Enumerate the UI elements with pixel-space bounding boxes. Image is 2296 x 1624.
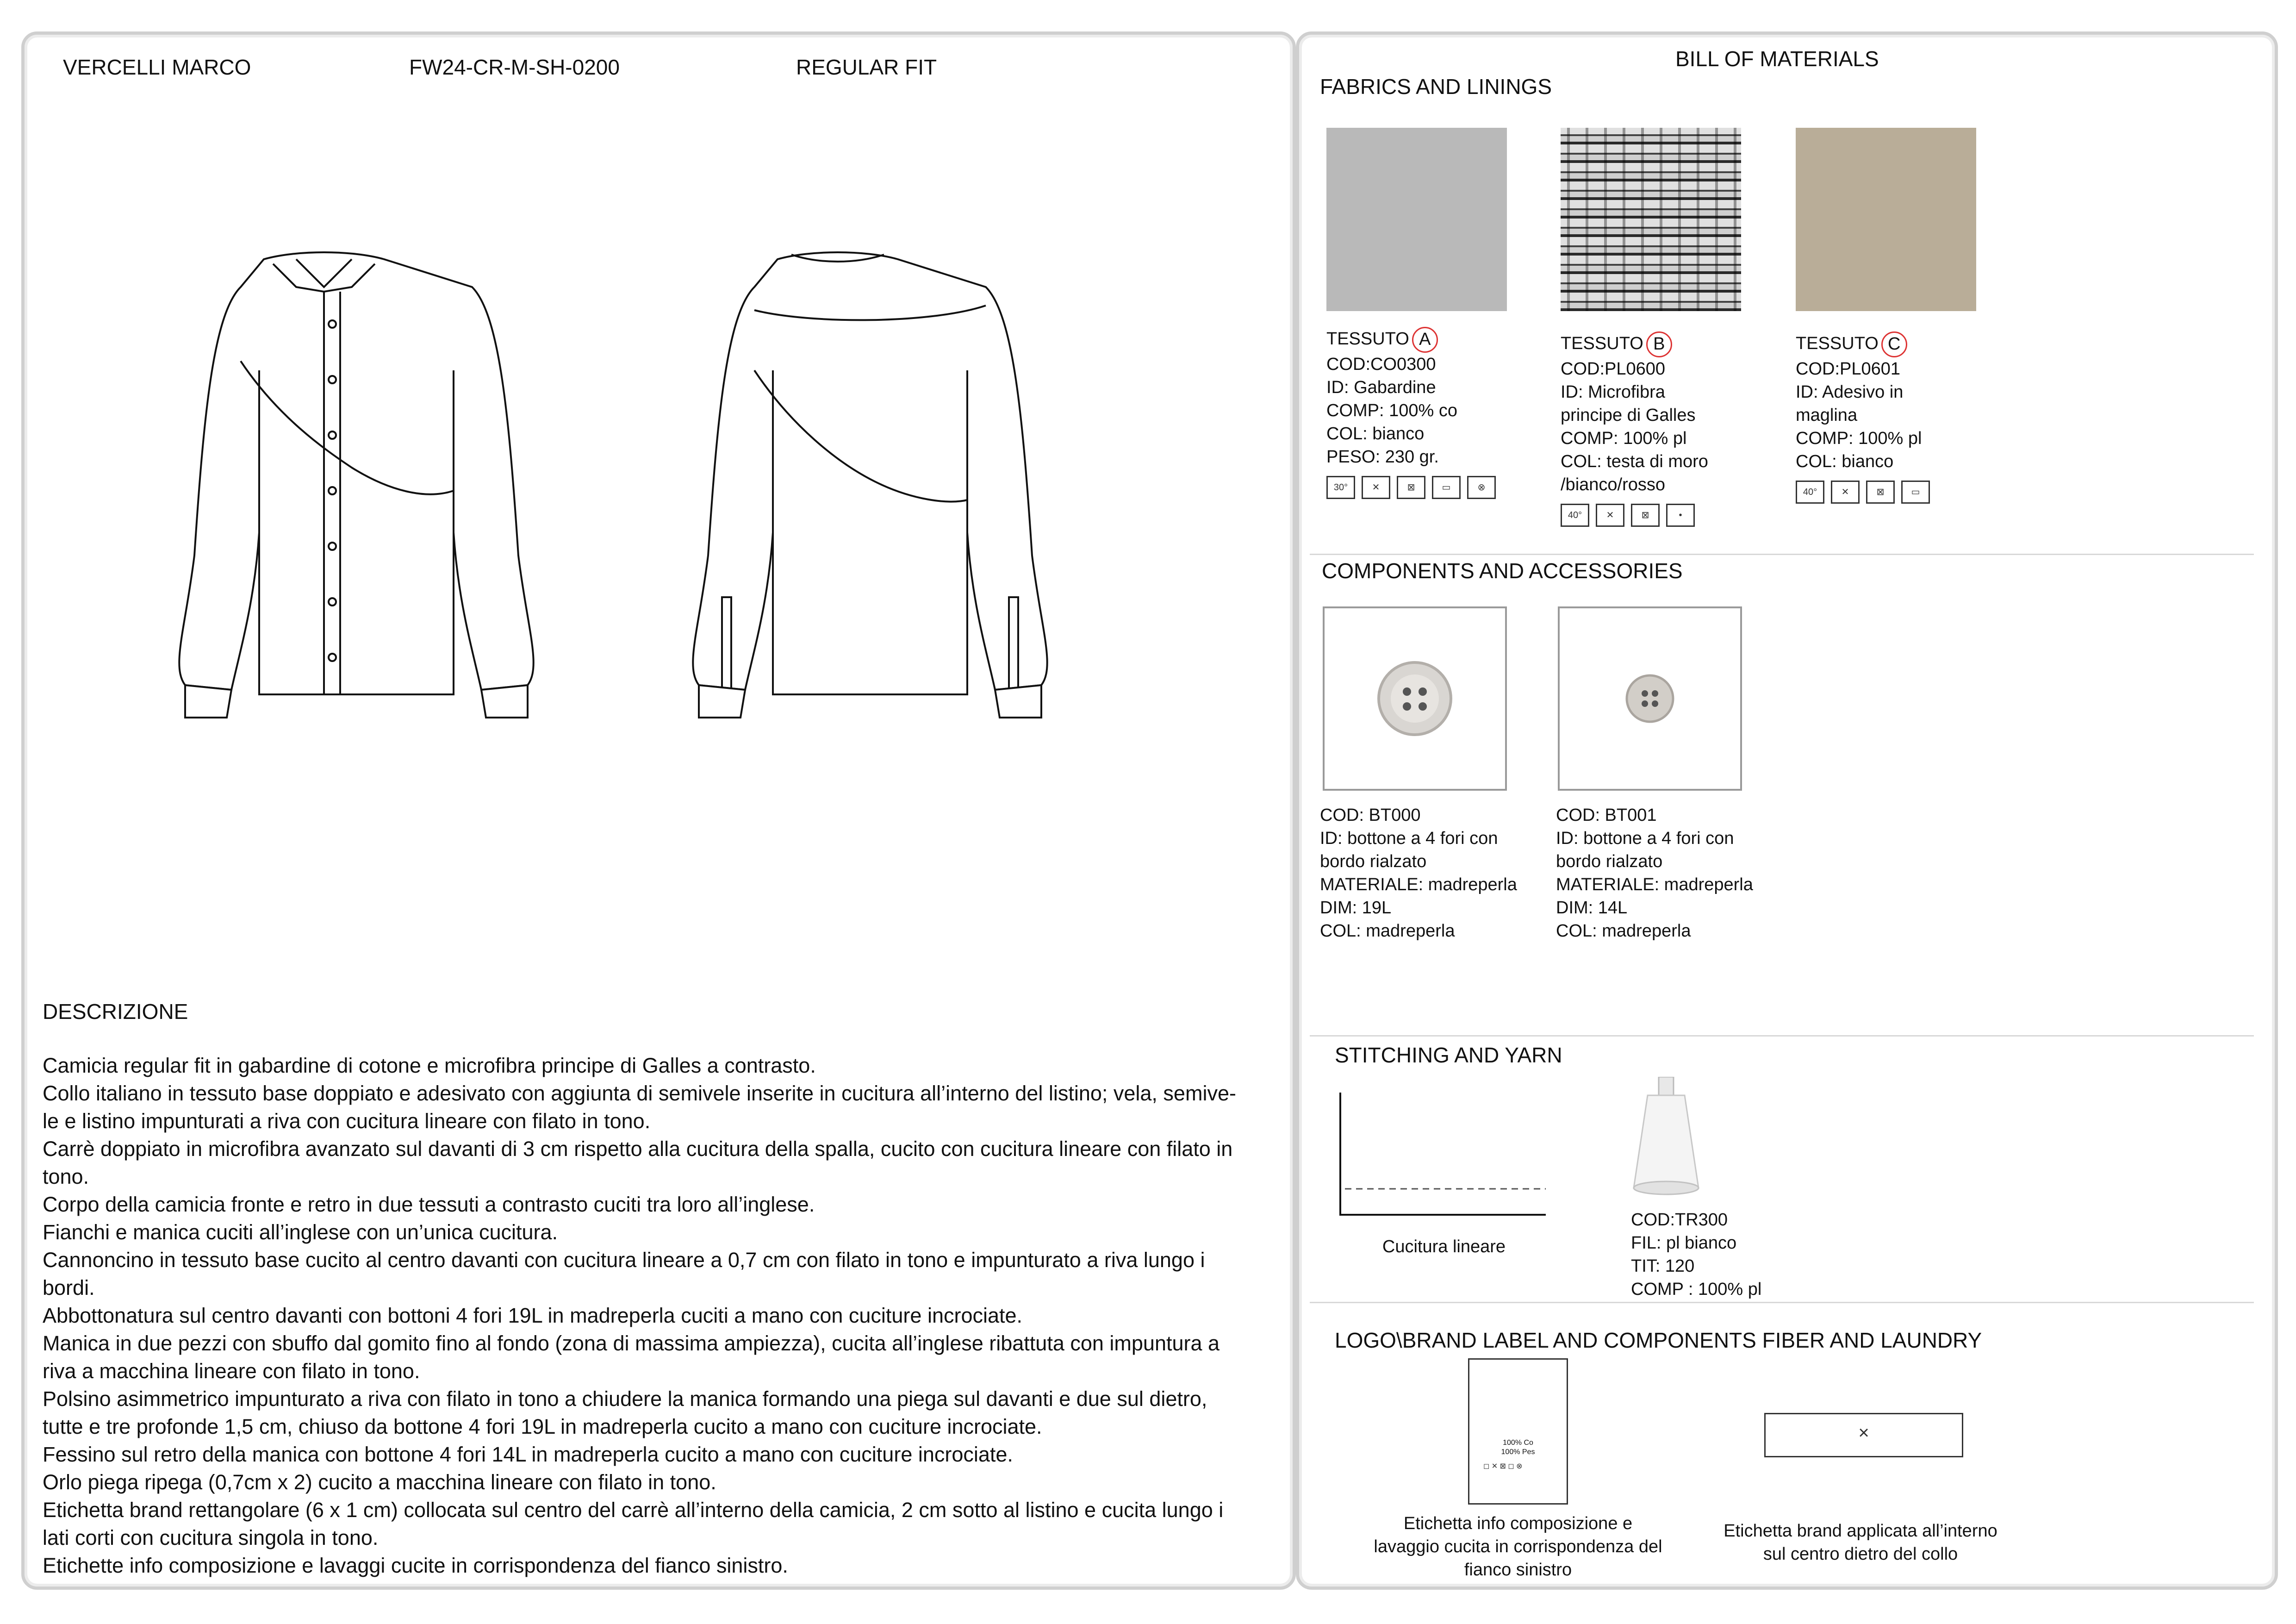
designer-name: VERCELLI MARCO <box>63 55 251 79</box>
description-line: Fessino sul retro della manica con bottone 4 fori 14L in madreperla cucito a mano con cuciture incrociate. <box>43 1443 1013 1466</box>
fabric-letter-badge: B <box>1646 331 1672 357</box>
description-line: Cannoncino in tessuto base cucito al centro davanti con cucitura lineare a 0,7 cm con filato in tono e impunturato a riva lungo i <box>43 1248 1205 1272</box>
no-tumble-dry-icon: ⊠ <box>1631 504 1660 527</box>
no-bleach-icon: ✕ <box>1362 476 1390 499</box>
description-line: Etichette info composizione e lavaggi cucite in corrispondenza del fianco sinistro. <box>43 1554 788 1577</box>
logo-title: LOGO\BRAND LABEL AND COMPONENTS FIBER AND LAUNDRY <box>1335 1328 1982 1352</box>
description-line: Camicia regular fit in gabardine di cotone e microfibra principe di Galles a contrasto. <box>43 1054 816 1077</box>
button-19l-icon <box>1325 608 1505 789</box>
fabric-spec-c: TESSUTO C COD:PL0601 ID: Adesivo in maglina COMP: 100% pl COL: bianco 40° ✕ ⊠ ▭ <box>1796 331 1936 504</box>
fabric-letter-badge: A <box>1412 327 1438 353</box>
fabric-spec-a: TESSUTO A COD:CO0300 ID: Gabardine COMP: 100% co COL: bianco PESO: 230 gr. 30° ✕ ⊠ ▭ ⊗ <box>1326 327 1502 499</box>
description-line: Abbottonatura sul centro davanti con bottoni 4 fori 19L in madreperla cuciti a mano con cuciture incrociate. <box>43 1304 1023 1327</box>
linear-stitch-diagram <box>1338 1093 1550 1222</box>
description-line: bordi. <box>43 1276 95 1299</box>
description-line: tono. <box>43 1165 89 1188</box>
divider <box>1310 554 2254 555</box>
fabric-spec-b: TESSUTO B COD:PL0600 ID: Microfibra principe di Galles COMP: 100% pl COL: testa di moro /bianco/rosso 40° ✕ ⊠ • <box>1561 331 1708 527</box>
no-bleach-icon: ✕ <box>1831 481 1860 504</box>
label-caption-2: Etichetta brand applicata all’interno sul centro dietro del collo <box>1724 1521 1997 1564</box>
shirt-back-flat <box>671 231 1134 764</box>
description-line: riva a macchina lineare con filato in tono. <box>43 1359 420 1383</box>
close-icon: × <box>1858 1423 1869 1443</box>
iron-low-icon: • <box>1666 504 1695 527</box>
description-body <box>43 1052 1292 1580</box>
bom-title: BILL OF MATERIALS <box>1675 47 1879 71</box>
iron-icon: ▭ <box>1432 476 1461 499</box>
fit-label: REGULAR FIT <box>796 55 937 79</box>
button-bt001-frame <box>1558 606 1742 791</box>
description-line: Carrè doppiato in microfibra avanzato sul davanti di 3 cm rispetto alla cucitura della spalla, cucito con cucitura lineare con filato in <box>43 1137 1233 1161</box>
button-14l-icon <box>1560 608 1740 789</box>
no-dry-clean-icon: ⊗ <box>1467 476 1496 499</box>
shirt-front-flat <box>157 231 620 764</box>
description-line: tutte e tre profonde 1,5 cm, chiuso da bottone 4 fori 19L in madreperla cucito a mano con cuciture incrociate. <box>43 1415 1042 1438</box>
description-line: Collo italiano in tessuto base doppiato e adesivato con aggiunta di semivele inserite in cucitura all’interno del listino; vela, semive- <box>43 1081 1236 1105</box>
divider <box>1310 1302 2254 1303</box>
wash-30-icon: 30° <box>1326 476 1355 499</box>
label-caption-1: Etichetta info composizione e lavaggio cucita in corrispondenza del fianco sinistro <box>1374 1514 1662 1580</box>
fabric-letter-badge: C <box>1881 331 1907 357</box>
button-bt000-frame <box>1323 606 1507 791</box>
component-spec-bt001: COD: BT001 ID: bottone a 4 fori con bordo rialzato MATERIALE: madreperla DIM: 14L COL: madreperla <box>1556 806 1753 941</box>
description-line: Manica in due pezzi con sbuffo dal gomito fino al fondo (zona di massima ampiezza), cucita all’inglese ribattuta con impuntura a <box>43 1331 1220 1355</box>
description-line: lati corti con cucitura singola in tono. <box>43 1526 379 1549</box>
fabric-swatch-a <box>1326 128 1507 311</box>
description-line: Etichetta brand rettangolare (6 x 1 cm) collocata sul centro del carrè all’interno della camicia, 2 cm sotto al listino e cucita lungo i <box>43 1498 1224 1522</box>
fabric-swatch-c <box>1796 128 1976 311</box>
style-code: FW24-CR-M-SH-0200 <box>409 55 620 79</box>
description-title: DESCRIZIONE <box>43 999 188 1024</box>
laundry-symbols-icon: ◻ ✕ ⊠ ◻ ⊗ <box>1483 1462 1523 1470</box>
stitch-caption: Cucitura lineare <box>1382 1237 1506 1256</box>
description-line: Fianchi e manica cuciti all’inglese con un’unica cucitura. <box>43 1220 558 1244</box>
divider <box>1310 1035 2254 1037</box>
wash-40-icon: 40° <box>1561 504 1589 527</box>
brand-label <box>1764 1413 1963 1457</box>
description-line: le e listino impunturati a riva con cucitura lineare con filato in tono. <box>43 1109 651 1133</box>
description-line: Polsino asimmetrico impunturato a riva con filato in tono a chiudere la manica formando una piega sul davanti e due sul dietro, <box>43 1387 1207 1411</box>
component-spec-bt000: COD: BT000 ID: bottone a 4 fori con bordo rialzato MATERIALE: madreperla DIM: 19L COL: madreperla <box>1320 806 1517 941</box>
components-title: COMPONENTS AND ACCESSORIES <box>1322 559 1683 583</box>
fabric-swatch-b <box>1561 128 1741 311</box>
composition-label: 100% Co 100% Pes ◻ ✕ ⊠ ◻ ⊗ <box>1468 1358 1568 1505</box>
no-bleach-icon: ✕ <box>1596 504 1624 527</box>
yarn-spool-icon <box>1620 1077 1712 1197</box>
yarn-spec: COD:TR300 FIL: pl bianco TIT: 120 COMP : 100% pl <box>1631 1210 1762 1299</box>
description-line: Orlo piega ripega (0,7cm x 2) cucito a macchina lineare con filato in tono. <box>43 1470 716 1494</box>
description-line: Corpo della camicia fronte e retro in due tessuti a contrasto cuciti tra loro all’inglese. <box>43 1193 815 1216</box>
wash-40-icon: 40° <box>1796 481 1824 504</box>
stitching-title: STITCHING AND YARN <box>1335 1043 1562 1067</box>
iron-icon: ▭ <box>1901 481 1930 504</box>
fabrics-title: FABRICS AND LININGS <box>1320 75 1552 99</box>
no-tumble-dry-icon: ⊠ <box>1866 481 1895 504</box>
no-tumble-dry-icon: ⊠ <box>1397 476 1425 499</box>
